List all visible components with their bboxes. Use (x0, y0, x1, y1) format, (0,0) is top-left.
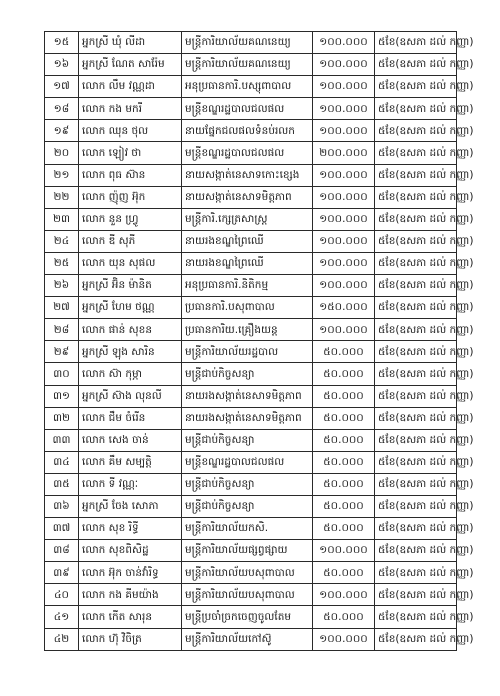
position-cell: នាយរងសង្កាត់នេសាទមិត្តភាព (182, 385, 313, 407)
position-cell: មន្ត្រីការិយាល័យគណនេយ្យ (182, 54, 313, 76)
row-number-cell: ៣៧ (45, 518, 79, 540)
name-cell: លោក ឡៀវ ថា (79, 142, 182, 164)
row-number-cell: ១៧ (45, 76, 79, 98)
amount-cell: ១០០.០០០ (313, 76, 375, 98)
table-row (45, 606, 457, 628)
amount-cell: ២០០.០០០ (313, 142, 375, 164)
table-row (45, 407, 457, 429)
table-row (45, 120, 457, 142)
period-cell: ៥ខែ(ឧសភា ដល់ កញ្ញា) (375, 628, 457, 650)
period-cell: ៥ខែ(ឧសភា ដល់ កញ្ញា) (375, 495, 457, 517)
table-row (45, 76, 457, 98)
table-row (45, 275, 457, 297)
row-number-cell: ៣៨ (45, 540, 79, 562)
period-cell: ៥ខែ(ឧសភា ដល់ កញ្ញា) (375, 98, 457, 120)
name-cell: លោក នួន ហ្វ្រូ (79, 208, 182, 230)
period-cell: ៥ខែ(ឧសភា ដល់ កញ្ញា) (375, 363, 457, 385)
name-cell: លោក កើត សារុន (79, 606, 182, 628)
position-cell: មន្ត្រីខណ្ឌរដ្ឋបាលជលផល (182, 451, 313, 473)
row-number-cell: ២៩ (45, 341, 79, 363)
name-cell: លោក អ៊ុក ចាន់វាំរិទ្ធ (79, 562, 182, 584)
table-row (45, 518, 457, 540)
period-cell: ៥ខែ(ឧសភា ដល់ កញ្ញា) (375, 473, 457, 495)
name-cell: អ្នកស្រី ឡុង សារិន (79, 341, 182, 363)
row-number-cell: ៣៤ (45, 451, 79, 473)
staff-allowance-table (44, 31, 474, 651)
name-cell: លោក កង គីមយ៉ាង (79, 584, 182, 606)
amount-cell: ១០០.០០០ (313, 319, 375, 341)
table-row (45, 32, 457, 54)
name-cell: លោក ឌី សុភី (79, 230, 182, 252)
period-cell: ៥ខែ(ឧសភា ដល់ កញ្ញា) (375, 341, 457, 363)
table-row (45, 98, 457, 120)
position-cell: មន្ត្រីការិយាល័យផ្សព្វផ្សាយ (182, 540, 313, 562)
position-cell: មន្ត្រីការិយាល័យកសិ. (182, 518, 313, 540)
row-number-cell: ២៨ (45, 319, 79, 341)
amount-cell: ១០០.០០០ (313, 540, 375, 562)
period-cell: ៥ខែ(ឧសភា ដល់ កញ្ញា) (375, 54, 457, 76)
name-cell: អ្នកស្រី ហែម ថណ្ណ (79, 297, 182, 319)
period-cell: ៥ខែ(ឧសភា ដល់ កញ្ញា) (375, 164, 457, 186)
table-row (45, 540, 457, 562)
period-cell: ៥ខែ(ឧសភា ដល់ កញ្ញា) (375, 606, 457, 628)
period-cell: ៥ខែ(ឧសភា ដល់ កញ្ញា) (375, 275, 457, 297)
position-cell: មន្ត្រីប្រចាំច្រកចេញចូលតែម (182, 606, 313, 628)
amount-cell: ១០០.០០០ (313, 275, 375, 297)
name-cell: លោក ស៊ា កុម្ភា (79, 363, 182, 385)
period-cell: ៥ខែ(ឧសភា ដល់ កញ្ញា) (375, 297, 457, 319)
period-cell: ៥ខែ(ឧសភា ដល់ កញ្ញា) (375, 76, 457, 98)
amount-cell: ៥០.០០០ (313, 518, 375, 540)
period-cell: ៥ខែ(ឧសភា ដល់ កញ្ញា) (375, 429, 457, 451)
position-cell: នាយរងខណ្ឌព្រៃឈើ (182, 252, 313, 274)
amount-cell: ១០០.០០០ (313, 164, 375, 186)
position-cell: មន្ត្រីការិ.ក្សេត្រសាស្ត្រ (182, 208, 313, 230)
row-number-cell: ២៧ (45, 297, 79, 319)
period-cell: ៥ខែ(ឧសភា ដល់ កញ្ញា) (375, 562, 457, 584)
name-cell: លោក កង មករី (79, 98, 182, 120)
position-cell: មន្ត្រីជាប់កិច្ចសន្យា (182, 429, 313, 451)
table-row (45, 341, 457, 363)
name-cell: លោក សុខពិសិដ្ឋ (79, 540, 182, 562)
period-cell: ៥ខែ(ឧសភា ដល់ កញ្ញា) (375, 451, 457, 473)
period-cell: ៥ខែ(ឧសភា ដល់ កញ្ញា) (375, 252, 457, 274)
position-cell: មន្ត្រីខណ្ឌរដ្ឋបាលជលផល (182, 142, 313, 164)
table-row (45, 363, 457, 385)
period-cell: ៥ខែ(ឧសភា ដល់ កញ្ញា) (375, 407, 457, 429)
name-cell: លោក ផាន់ សុខន (79, 319, 182, 341)
position-cell: ប្រធានការិ.បសុពាបាល (182, 297, 313, 319)
table-row (45, 208, 457, 230)
row-number-cell: ២៥ (45, 252, 79, 274)
table-row (45, 562, 457, 584)
amount-cell: ១០០.០០០ (313, 186, 375, 208)
period-cell: ៥ខែ(ឧសភា ដល់ កញ្ញា) (375, 186, 457, 208)
table-row (45, 297, 457, 319)
position-cell: មន្ត្រីការិយាល័យគណនេយ្យ (182, 32, 313, 54)
table-row (45, 252, 457, 274)
name-cell: លោក ញ៉ុញ អ៊ុក (79, 186, 182, 208)
position-cell: នាយសង្កាត់នេសាទមិត្តភាព (182, 186, 313, 208)
row-number-cell: ២៣ (45, 208, 79, 230)
period-cell: ៥ខែ(ឧសភា ដល់ កញ្ញា) (375, 142, 457, 164)
row-number-cell: ៣៥ (45, 473, 79, 495)
position-cell: មន្ត្រីការិយាល័យកៅស៊ូ (182, 628, 313, 650)
amount-cell: ១០០.០០០ (313, 208, 375, 230)
amount-cell: ៥០.០០០ (313, 451, 375, 473)
amount-cell: ៥០.០០០ (313, 385, 375, 407)
table-row (45, 584, 457, 606)
position-cell: មន្ត្រីការិយាល័យបសុពាបាល (182, 562, 313, 584)
position-cell: ប្រធានការិយ.គ្រឿងយន្ត (182, 319, 313, 341)
row-number-cell: ៤២ (45, 628, 79, 650)
amount-cell: ១០០.០០០ (313, 584, 375, 606)
amount-cell: ១០០.០០០ (313, 54, 375, 76)
amount-cell: ១០០.០០០ (313, 120, 375, 142)
amount-cell: ៥០.០០០ (313, 495, 375, 517)
row-number-cell: ១៩ (45, 120, 79, 142)
amount-cell: ១០០.០០០ (313, 252, 375, 274)
table-row (45, 473, 457, 495)
period-cell: ៥ខែ(ឧសភា ដល់ កញ្ញា) (375, 208, 457, 230)
position-cell: នាយរងខណ្ឌព្រៃឈើ (182, 230, 313, 252)
amount-cell: ៥០.០០០ (313, 363, 375, 385)
position-cell: អនុប្រធានការិ.និតិកម្ម (182, 275, 313, 297)
position-cell: មន្ត្រីជាប់កិច្ចសន្យា (182, 473, 313, 495)
period-cell: ៥ខែ(ឧសភា ដល់ កញ្ញា) (375, 518, 457, 540)
row-number-cell: ៣៦ (45, 495, 79, 517)
amount-cell: ៥០.០០០ (313, 562, 375, 584)
table-row (45, 319, 457, 341)
position-cell: នាយសង្កាត់នេសាទកោះខ្សេង (182, 164, 313, 186)
name-cell: អ្នកស្រី ចែង សោភា (79, 495, 182, 517)
row-number-cell: ៣៩ (45, 562, 79, 584)
name-cell: លោក លឹម វណ្ណដា (79, 76, 182, 98)
name-cell: អ្នកស្រី ស៊ាង លុនលី (79, 385, 182, 407)
row-number-cell: ៤១ (45, 606, 79, 628)
name-cell: លោក យុន សុផល (79, 252, 182, 274)
table-row (45, 142, 457, 164)
period-cell: ៥ខែ(ឧសភា ដល់ កញ្ញា) (375, 120, 457, 142)
name-cell: លោក ជឹម ចំរើន (79, 407, 182, 429)
table-row (45, 429, 457, 451)
table-row (45, 230, 457, 252)
amount-cell: ៥០.០០០ (313, 606, 375, 628)
row-number-cell: ២២ (45, 186, 79, 208)
period-cell: ៥ខែ(ឧសភា ដល់ កញ្ញា) (375, 385, 457, 407)
amount-cell: ១០០.០០០ (313, 98, 375, 120)
amount-cell: ១០០.០០០ (313, 230, 375, 252)
amount-cell: ៥០.០០០ (313, 407, 375, 429)
name-cell: អ្នកស្រី ណែត សារ៉ែម (79, 54, 182, 76)
position-cell: នាយផ្នែកជលផលទំនប់រលក (182, 120, 313, 142)
row-number-cell: ២៤ (45, 230, 79, 252)
name-cell: លោក សុខ រិទ្ធី (79, 518, 182, 540)
position-cell: នាយរងសង្កាត់នេសាទមិត្តភាព (182, 407, 313, 429)
row-number-cell: ៤០ (45, 584, 79, 606)
table-row (45, 628, 457, 650)
row-number-cell: ៣២ (45, 407, 79, 429)
amount-cell: ៥០.០០០ (313, 429, 375, 451)
name-cell: លោក ពុធ ស៊ាន (79, 164, 182, 186)
name-cell: អ្នកស្រី ឃុំ លីដា (79, 32, 182, 54)
table-row (45, 495, 457, 517)
amount-cell: ១៥០.០០០ (313, 297, 375, 319)
row-number-cell: ៣០ (45, 363, 79, 385)
period-cell: ៥ខែ(ឧសភា ដល់ កញ្ញា) (375, 32, 457, 54)
row-number-cell: ២០ (45, 142, 79, 164)
amount-cell: ៥០.០០០ (313, 341, 375, 363)
position-cell: មន្ត្រីការិយាល័យបសុពាបាល (182, 584, 313, 606)
period-cell: ៥ខែ(ឧសភា ដល់ កញ្ញា) (375, 319, 457, 341)
position-cell: មន្ត្រីខណ្ឌរដ្ឋបាលជលផល (182, 98, 313, 120)
table-row (45, 186, 457, 208)
period-cell: ៥ខែ(ឧសភា ដល់ កញ្ញា) (375, 584, 457, 606)
table-row (45, 385, 457, 407)
amount-cell: ៥០.០០០ (313, 473, 375, 495)
table-row (45, 54, 457, 76)
table-row (45, 451, 457, 473)
period-cell: ៥ខែ(ឧសភា ដល់ កញ្ញា) (375, 540, 457, 562)
name-cell: លោក ទី វណ្ណៈ (79, 473, 182, 495)
position-cell: មន្ត្រីជាប់កិច្ចសន្យា (182, 495, 313, 517)
name-cell: លោក សេង ចាន់ (79, 429, 182, 451)
name-cell: លោក គឹម សម្បត្តិ (79, 451, 182, 473)
position-cell: មន្ត្រីជាប់កិច្ចសន្យា (182, 363, 313, 385)
row-number-cell: ១៥ (45, 32, 79, 54)
amount-cell: ១០០.០០០ (313, 32, 375, 54)
row-number-cell: ៣៣ (45, 429, 79, 451)
row-number-cell: ៣១ (45, 385, 79, 407)
position-cell: មន្ត្រីការិយាល័យរដ្ឋបាល (182, 341, 313, 363)
table-body (45, 32, 474, 651)
row-number-cell: ២១ (45, 164, 79, 186)
period-cell: ៥ខែ(ឧសភា ដល់ កញ្ញា) (375, 230, 457, 252)
row-number-cell: ១៦ (45, 54, 79, 76)
name-cell: លោក ហ៊ុ វិចិត្រ (79, 628, 182, 650)
position-cell: អនុប្រធានការិ.បស្សុពាបាល (182, 76, 313, 98)
table-row (45, 164, 457, 186)
amount-cell: ១០០.០០០ (313, 628, 375, 650)
row-number-cell: ២៦ (45, 275, 79, 297)
name-cell: លោក ឈុន ថុល (79, 120, 182, 142)
name-cell: អ្នកស្រី អ៊ិន ម៉ានិត (79, 275, 182, 297)
row-number-cell: ១៨ (45, 98, 79, 120)
